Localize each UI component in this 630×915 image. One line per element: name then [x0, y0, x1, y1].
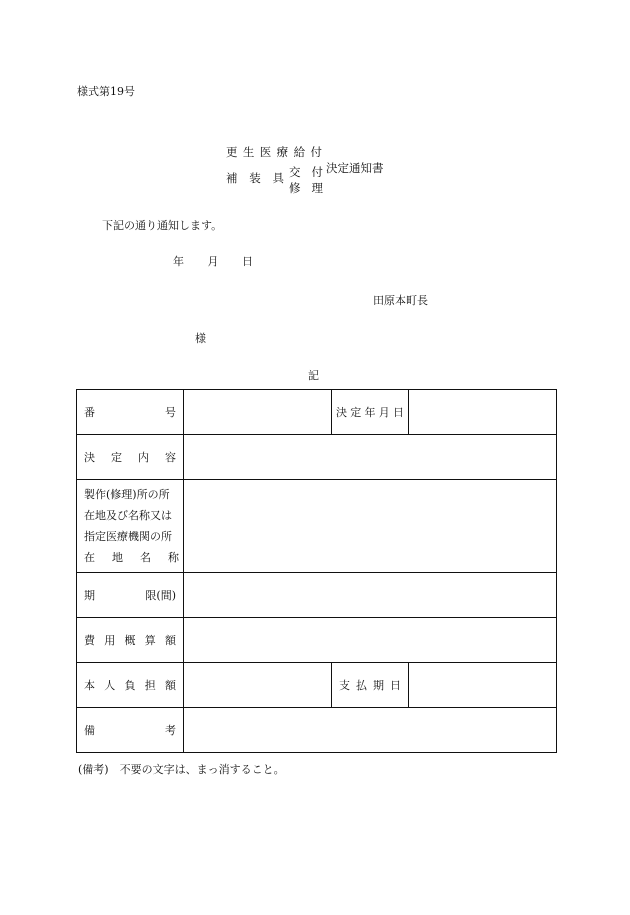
label-cell-payment-date: [332, 663, 409, 708]
label-char: 概: [124, 633, 136, 647]
value-cell-number[interactable]: [184, 390, 332, 435]
title-char: 補: [226, 171, 238, 185]
title-char: 付: [310, 145, 322, 159]
label-char: 名: [140, 551, 151, 564]
date-year: 年: [173, 255, 184, 268]
record-table: [76, 389, 557, 753]
footnote: (備考) 不要の文字は、まっ消すること。: [78, 763, 285, 776]
table-row: [77, 618, 557, 663]
value-cell-remarks[interactable]: [184, 708, 557, 753]
label-char: 払: [356, 678, 367, 692]
date-month: 月: [207, 255, 219, 268]
label-char: 番: [84, 405, 95, 419]
label-cell-decision-content: [77, 435, 184, 480]
table-row: [77, 663, 557, 708]
title-char: 装: [249, 171, 261, 185]
label-char: 期: [373, 678, 384, 692]
date-day: 日: [242, 255, 253, 268]
label-char: 限(間): [145, 588, 176, 602]
label-char: 考: [165, 723, 176, 737]
value-cell-self-pay[interactable]: [184, 663, 332, 708]
label-line: 在地及び名称又は: [84, 509, 172, 522]
label-char: 決: [336, 405, 347, 419]
label-char: 人: [104, 678, 116, 692]
title-char: 理: [311, 181, 323, 195]
value-cell-period[interactable]: [184, 573, 557, 618]
label-cell-manufacturer: [77, 480, 184, 573]
label-char: 号: [165, 405, 176, 419]
title-line1: [226, 147, 322, 159]
label-cell-decision-date: [332, 390, 409, 435]
title-stack-bottom: [289, 183, 323, 195]
label-cell-self-pay: [77, 663, 184, 708]
date-line: [173, 256, 253, 267]
label-char: 日: [393, 405, 404, 419]
notice-text: 下記の通り通知します。: [102, 219, 223, 232]
label-char: 内: [138, 450, 149, 464]
label-char: 担: [144, 678, 156, 692]
label-char: 額: [165, 678, 176, 692]
label-line: 指定医療機関の所: [84, 530, 172, 543]
addressee-suffix: 様: [195, 332, 206, 345]
label-char: 負: [124, 678, 136, 692]
label-cell-number: [77, 390, 184, 435]
title-char: 医: [259, 145, 272, 159]
title-char: 生: [242, 145, 255, 159]
label-char: 額: [165, 633, 176, 647]
label-char: 容: [165, 450, 176, 464]
title-char: 付: [311, 165, 323, 179]
form-number: 様式第19号: [77, 85, 135, 98]
label-char: 日: [390, 678, 401, 692]
title-char: 交: [289, 165, 301, 179]
label-char: 月: [378, 405, 390, 419]
title-char: 修: [289, 181, 301, 195]
label-char: 期: [84, 588, 95, 602]
label-cell-period: [77, 573, 184, 618]
title-char: 療: [276, 145, 289, 159]
ki-heading: 記: [308, 369, 319, 382]
label-cell-remarks: [77, 708, 184, 753]
label-cell-estimated-cost: [77, 618, 184, 663]
label-char: 費: [84, 633, 95, 647]
label-char: 決: [84, 450, 95, 464]
label-char: 在: [84, 551, 95, 564]
issuer: 田原本町長: [373, 294, 428, 307]
value-cell-decision-date[interactable]: [409, 390, 557, 435]
value-cell-estimated-cost[interactable]: [184, 618, 557, 663]
label-char: 年: [364, 405, 376, 419]
label-char: 地: [112, 551, 123, 564]
title-stack-top: [289, 167, 323, 179]
table-row: [77, 708, 557, 753]
value-cell-manufacturer[interactable]: [184, 480, 557, 573]
title-line2-prefix: [226, 173, 284, 185]
title-char: 具: [272, 171, 284, 185]
table-row: [77, 390, 557, 435]
title-char: 更: [226, 145, 238, 159]
title-suffix: 決定通知書: [326, 161, 384, 175]
label-char: 本: [84, 678, 95, 692]
table-row: [77, 480, 557, 573]
table-row: [77, 573, 557, 618]
title-char: 給: [293, 145, 306, 159]
label-char: 備: [84, 723, 95, 737]
label-char: 支: [339, 678, 350, 692]
label-char: 用: [104, 633, 116, 647]
table-row: [77, 435, 557, 480]
label-char: 称: [168, 551, 179, 564]
label-line: 製作(修理)所の所: [84, 488, 170, 501]
label-char: 定: [350, 405, 362, 419]
label-char: 算: [144, 633, 156, 647]
value-cell-payment-date[interactable]: [409, 663, 557, 708]
value-cell-decision-content[interactable]: [184, 435, 557, 480]
label-char: 定: [111, 450, 122, 464]
